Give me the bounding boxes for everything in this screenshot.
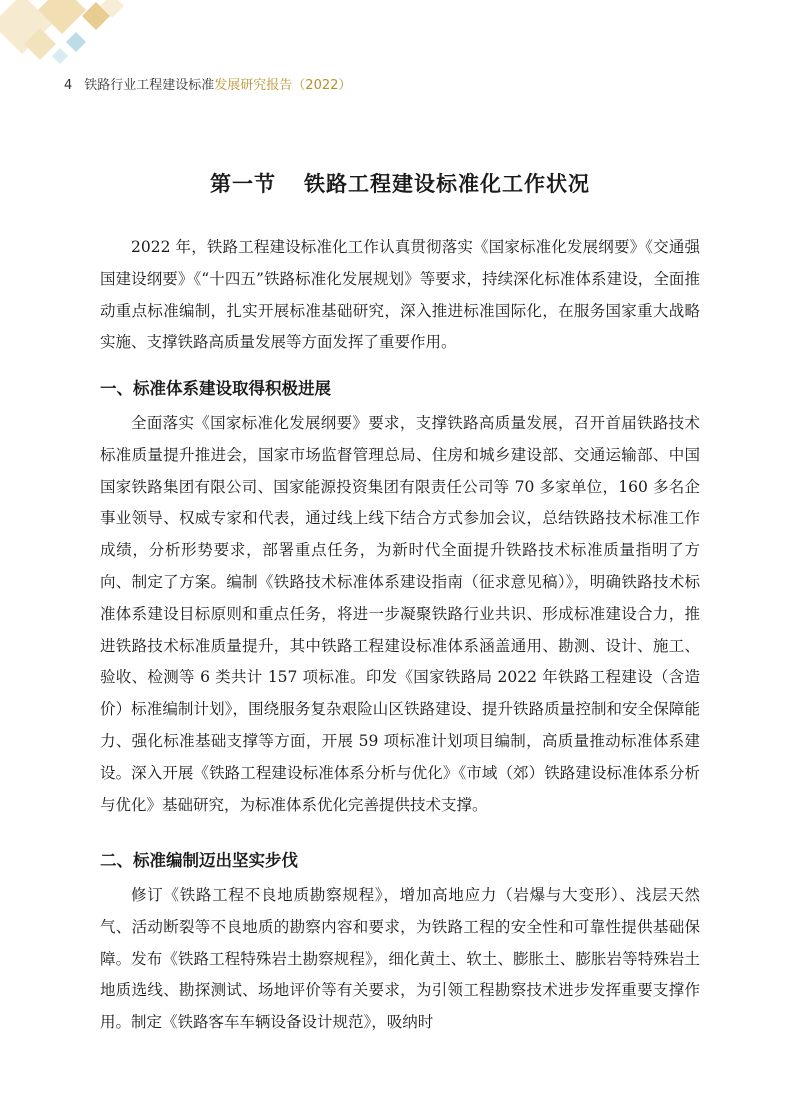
corner-decoration [0,0,150,80]
page-number: 4 [64,78,73,93]
deco-diamond [66,32,86,52]
subsection-body-2: 修订《铁路工程不良地质勘察规程》，增加高地应力（岩爆与大变形）、浅层天然气、活动断裂等不良地质的勘察内容和要求，为铁路工程的安全性和可靠性提供基础保障。发布《铁路工程特殊岩土勘察规程》，细化黄土、软土、膨胀土、膨胀岩等特殊岩土地质选线、勘探测试、场地评价等有关要求，为引领工程勘察技术进步发挥重要支撑作用。制定《铁路客车车辆设备设计规范》，吸纳时 [100,886,700,1032]
report-title: 铁路行业工程建设标准 [84,78,215,93]
section-title [0,168,800,198]
deco-diamond [52,48,68,64]
subsection-heading-2: 二、标准编制迈出坚实步伐 [100,851,298,870]
subsection-heading-1: 一、标准体系建设取得积极进展 [100,379,331,398]
subsection-body-1: 全面落实《国家标准化发展纲要》要求，支撑铁路高质量发展，召开首届铁路技术标准质量提升推进会，国家市场监督管理总局、住房和城乡建设部、交通运输部、中国国家铁路集团有限公司、国家能源投资集团有限责任公司等 70 多家单位，160 多名企事业领导、权威专家和代表，通过线上线下结合方式参加会议，总结铁路技术标准工作成绩，分析形势要求，部署重点任务，为新时代全面提升铁路技术标准质量指明了方向、制定了方案。编制《铁路技术标准体系建设指南（征求意见稿）》，明确铁路技术标准体系建设目标原则和重点任务，将进一步凝聚铁路行业共识、形成标准建设合力，推进铁路技术标准质量提升，其中铁路工程建设标准体系涵盖通用、勘测、设计、施工、验收、检测等 6 类共计 157 项标准。印发《国家铁路局 2022 年铁路工程建设（含造价）标准编制计划》，围绕服务复杂艰险山区铁路建设、提升铁路质量控制和安全保障能力、强化标准基础支撑等方面，开展 59 项标准计划项目编制，高质量推动标准体系建设。深入开展《铁路工程建设标准体系分析与优化》《市域（郊）铁路建设标准体系分析与优化》基础研究，为标准体系优化完善提供技术支撑。 [100,414,700,814]
running-header [64,74,351,93]
section-label: 第一节 [210,172,276,196]
report-title-accent: 发展研究报告（2022） [214,78,352,93]
intro-paragraph: 2022 年，铁路工程建设标准化工作认真贯彻落实《国家标准化发展纲要》《交通强国建设纲要》《“十四五”铁路标准化发展规划》等要求，持续深化标准体系建设，全面推动重点标准编制，扎实开展标准基础研究，深入推进标准国际化，在服务国家重大战略实施、支撑铁路高质量发展等方面发挥了重要作用。 [100,238,700,352]
section-heading: 铁路工程建设标准化工作状况 [304,172,590,196]
